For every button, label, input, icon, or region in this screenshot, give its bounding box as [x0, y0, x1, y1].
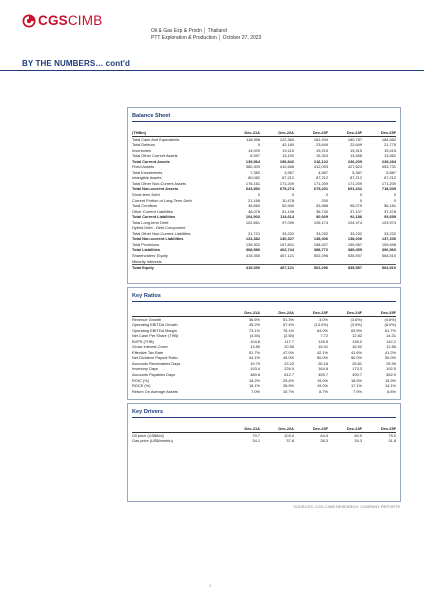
key-ratios-title: Key Ratios — [132, 293, 161, 299]
cell-value: 34.3 — [354, 438, 362, 444]
cell-value: 691,432 — [347, 186, 362, 192]
cell-value: 535,557 — [347, 253, 362, 259]
row-label: Intangible Assets — [132, 175, 162, 181]
cell-value: 13.89 — [250, 344, 260, 350]
cell-value: 103,974 — [381, 219, 396, 225]
cell-value: 21,166 — [248, 197, 260, 203]
cell-value: 139,564 — [245, 158, 260, 164]
row-label: Other Current Liabilities — [132, 208, 173, 214]
cell-value: 200 — [321, 197, 328, 203]
row-label: Minority Interests — [132, 258, 162, 264]
cell-value: 51.3% — [282, 316, 294, 322]
column-header: Dec-23F — [294, 310, 328, 316]
cell-value: 19,415 — [384, 147, 396, 153]
cell-value: 159,067 — [347, 241, 362, 247]
cell-value: 12.85 — [386, 344, 396, 350]
row-label: Total Non-current Assets — [132, 186, 179, 192]
cell-value: 80,082 — [248, 175, 260, 181]
cell-value: 171,209 — [381, 180, 396, 186]
cell-value: 36,740 — [316, 208, 328, 214]
cell-value: 138,406 — [313, 236, 328, 242]
cell-value: 93,659 — [384, 214, 396, 220]
cell-value: 34.1 — [252, 438, 260, 444]
row-label: Effective Tax Rate — [132, 349, 164, 355]
cell-value: 55,079 — [350, 203, 362, 209]
cell-value: 552.0 — [386, 372, 396, 378]
row-label: Current Portion of Long-Term Debt — [132, 197, 192, 203]
cell-value: 13,192 — [282, 153, 294, 159]
row-label: Total Provisions — [132, 241, 160, 247]
cell-value: 15.9% — [384, 377, 396, 383]
cell-value: 90,929 — [316, 214, 328, 220]
cell-value: 14,009 — [248, 147, 260, 153]
row-label: Operating EBITDA Growth — [132, 322, 178, 328]
cell-value: 171,209 — [279, 180, 294, 186]
cell-value: 104,902 — [245, 214, 260, 220]
cell-value: 19.0% — [316, 377, 328, 383]
cell-value: 0 — [359, 192, 362, 198]
cell-value: (8.0%) — [384, 322, 396, 328]
cell-value: 70.7 — [252, 432, 260, 438]
cell-value: 102,661 — [245, 219, 260, 225]
key-drivers-title: Key Drivers — [132, 409, 164, 415]
row-label: Accounts Receivables Days — [132, 360, 181, 366]
page-number: 3 — [209, 583, 212, 588]
column-header: Dec-24F — [328, 426, 362, 432]
cell-value: 643,952 — [245, 186, 260, 192]
row-label: Gas price (US$/mmbtu) — [132, 438, 173, 444]
row-label: Oil price (US$/bbl) — [132, 432, 164, 438]
cell-value: 171,209 — [347, 180, 362, 186]
cell-value: 37,478 — [384, 208, 396, 214]
cell-value: 139,302 — [245, 241, 260, 247]
cell-value: 412,668 — [279, 164, 294, 170]
cell-value: 19.0% — [316, 383, 328, 389]
cell-value: 104.6 — [250, 338, 260, 344]
cell-value: 46,076 — [248, 208, 260, 214]
cell-value: 76.1% — [282, 327, 294, 333]
cell-value: 41.2% — [384, 349, 396, 355]
cell-value: (13.4%) — [314, 322, 328, 328]
cell-value: 402,744 — [279, 247, 294, 253]
cell-value: 184,582 — [381, 136, 396, 142]
cell-value: 87,212 — [282, 175, 294, 181]
cell-value: 368,586 — [245, 247, 260, 253]
cell-value: 412,093 — [313, 164, 328, 170]
cell-value: 564,510 — [381, 253, 396, 259]
row-label: Total Current Liabilities — [132, 214, 176, 220]
cell-value: 18.9% — [350, 377, 362, 383]
row-label: Hybrid Debt - Debt Component — [132, 225, 186, 231]
cell-value: 10.7% — [282, 388, 294, 394]
cell-value: 26.18 — [318, 360, 328, 366]
cell-value: (3.6%) — [350, 316, 362, 322]
cell-value: (3.9%) — [350, 322, 362, 328]
cell-value: 114,614 — [280, 214, 294, 220]
cell-value: 427,623 — [347, 164, 362, 170]
cell-value: 14.1% — [384, 383, 396, 389]
cell-value: 157,801 — [279, 241, 294, 247]
row-label: Total Creditors — [132, 203, 158, 209]
cell-value: 36,660 — [248, 203, 260, 209]
cell-value: 176,161 — [245, 180, 260, 186]
cell-value: 502,296 — [294, 265, 328, 271]
row-label: Total Current Assets — [132, 158, 170, 164]
cell-value: 15.41 — [318, 344, 328, 350]
cell-value: 6.8% — [387, 388, 396, 394]
cell-value: 18.2% — [248, 377, 260, 383]
cell-value: 124,382 — [245, 236, 260, 242]
cell-value: 0 — [257, 142, 260, 148]
cell-value: 36.6% — [248, 316, 260, 322]
cell-value: 415,350 — [245, 253, 260, 259]
row-label: Inventories — [132, 147, 152, 153]
row-label: BVPS (THB) — [132, 338, 154, 344]
cell-value: 51.7% — [248, 349, 260, 355]
cell-value: 453,731 — [381, 164, 396, 170]
cell-value: 33,232 — [316, 230, 328, 236]
cell-value: 61.7% — [384, 327, 396, 333]
cell-value: 7.72 — [320, 333, 328, 339]
cell-value: 158,427 — [313, 241, 328, 247]
cell-value: 16.92 — [352, 344, 362, 350]
table-row — [132, 265, 396, 271]
column-header: Dec-22A — [260, 310, 294, 316]
cell-value: 7,382 — [250, 169, 260, 175]
cell-value: 0 — [359, 197, 362, 203]
table-row — [132, 389, 396, 395]
cell-value: 31.8 — [388, 438, 396, 444]
cell-value: 3,967 — [284, 169, 294, 175]
cell-value: 12.82 — [352, 333, 362, 339]
cell-value: 63.9% — [350, 327, 362, 333]
cell-value: 226.9 — [284, 366, 294, 372]
cell-value: 13,458 — [350, 153, 362, 159]
cell-value: 126.5 — [318, 338, 328, 344]
cell-value: 236,209 — [347, 158, 362, 164]
cell-value: 50.0% — [384, 355, 396, 361]
cell-value: 502,296 — [313, 253, 328, 259]
cell-value: 92,186 — [350, 214, 362, 220]
panel-title-divider — [132, 121, 396, 122]
balance-sheet-panel — [127, 107, 401, 284]
cell-value: 42.1% — [316, 349, 328, 355]
cell-value: 50.0% — [316, 355, 328, 361]
column-header: Dec-21A — [226, 310, 260, 316]
cell-value: 388,772 — [313, 247, 328, 253]
cell-value: 142.2 — [386, 338, 396, 344]
row-label: Shareholders' Equity — [132, 253, 168, 259]
column-header: Dec-21A — [226, 426, 260, 432]
cell-value: 239,284 — [381, 158, 396, 164]
row-label: Return On Average Assets — [132, 388, 178, 394]
cell-value: 29.4% — [282, 377, 294, 383]
row-label: Total Debtors — [132, 142, 155, 148]
cell-value: 37.8 — [286, 438, 294, 444]
cell-value: 19,315 — [350, 147, 362, 153]
cell-value: 73.1% — [248, 327, 260, 333]
cell-value: 192.5 — [386, 366, 396, 372]
column-header: Dec-25F — [362, 426, 396, 432]
row-label: Total Cash And Equivalents — [132, 136, 180, 142]
row-label: Revenue Growth — [132, 316, 162, 322]
cell-value: 87,212 — [350, 175, 362, 181]
cell-value: 5,887 — [386, 169, 396, 175]
source-note: SOURCES: CGS-CIMB RESEARCH, COMPANY REPORTS — [293, 505, 400, 509]
panel-title-divider — [132, 417, 396, 418]
row-label: Net Cash Per Share (THB) — [132, 333, 179, 339]
cell-value: 193.4 — [250, 366, 260, 372]
cell-value: 0 — [393, 197, 396, 203]
cell-value: 25.90 — [386, 360, 396, 366]
cell-value: 535,557 — [328, 265, 362, 271]
cell-value: 45.0% — [282, 355, 294, 361]
cell-value: 173.3 — [352, 366, 362, 372]
cell-value: (4.55) — [249, 333, 260, 339]
cell-value: 180,787 — [347, 136, 362, 142]
cell-value: 380,309 — [245, 164, 260, 170]
cell-value: 164.8 — [318, 366, 328, 372]
cell-value: 80.0 — [354, 432, 362, 438]
cell-value: 64.0% — [316, 327, 328, 333]
column-header: Dec-24F — [328, 130, 362, 136]
cell-value: 137,206 — [381, 236, 396, 242]
cell-value: 17.1% — [350, 383, 362, 389]
row-label: Gross Interest Cover — [132, 344, 168, 350]
cell-value: 50.0% — [350, 355, 362, 361]
cell-value: 21,775 — [384, 142, 396, 148]
cell-value: 6,597 — [250, 153, 260, 159]
row-label: Operating EBITDA Margin — [132, 327, 177, 333]
cell-value: 20.56 — [284, 344, 294, 350]
cell-value: 47.0% — [282, 349, 294, 355]
cell-value: 718,039 — [381, 186, 396, 192]
cell-value: 23,649 — [316, 142, 328, 148]
cell-value: 467,121 — [279, 253, 294, 259]
cell-value: 122,360 — [279, 136, 294, 142]
cell-value: 25.81 — [352, 360, 362, 366]
cell-value: 196,842 — [279, 158, 294, 164]
key-ratios-panel — [127, 287, 401, 400]
row-label: Net Dividend Payout Ratio — [132, 355, 178, 361]
cell-value: 19,215 — [316, 147, 328, 153]
cell-value: 23.22 — [284, 360, 294, 366]
report-company-line: PTT Exploration & Production │ October 27, 2023 — [151, 35, 262, 41]
cell-value: 38.3 — [320, 438, 328, 444]
cell-value: 87,212 — [384, 175, 396, 181]
cell-value: 16.1% — [248, 383, 260, 389]
unit-label: (THBm) — [132, 130, 226, 136]
cell-value: 415,350 — [226, 265, 260, 271]
key-ratios-table — [132, 310, 396, 394]
row-label: Inventory Days — [132, 366, 158, 372]
column-header: Dec-23F — [294, 130, 328, 136]
cell-value: 480.8 — [250, 372, 260, 378]
cell-value: 104,974 — [347, 219, 362, 225]
column-header: Dec-24F — [328, 310, 362, 316]
cell-value: 390,560 — [381, 247, 396, 253]
row-label: Total Non-current Liabilities — [132, 236, 184, 242]
row-label: Total Other Non-Current Assets — [132, 180, 187, 186]
cell-value: 0 — [291, 192, 294, 198]
cell-value: 117.7 — [284, 338, 294, 344]
cell-value: 41.6% — [350, 349, 362, 355]
cell-value: 15,324 — [316, 153, 328, 159]
section-divider — [0, 70, 424, 71]
cell-value: 130,327 — [279, 236, 294, 242]
cell-value: 45.2% — [248, 322, 260, 328]
row-label: Total Liabilities — [132, 247, 161, 253]
cell-value: 138,206 — [347, 236, 362, 242]
section-title: BY THE NUMBERS… cont'd — [22, 59, 130, 68]
cell-value: 75.0 — [388, 432, 396, 438]
cell-value: 21,721 — [248, 230, 260, 236]
cell-value: 467,121 — [260, 265, 294, 271]
cell-value: 87,212 — [316, 175, 328, 181]
row-label: Total Other Current Assets — [132, 153, 178, 159]
cell-value: 51,196 — [282, 208, 294, 214]
cell-value: 26.9% — [282, 383, 294, 389]
balance-sheet-table — [132, 130, 396, 271]
column-header: Dec-23F — [294, 426, 328, 432]
panel-title-divider — [132, 301, 396, 302]
cell-value: (4.6%) — [384, 316, 396, 322]
balance-sheet-title: Balance Sheet — [132, 113, 171, 119]
cell-value: 13,562 — [384, 153, 396, 159]
logo-wordmark: CGSCIMB — [38, 13, 103, 28]
row-label: Total Investments — [132, 169, 163, 175]
column-header: Dec-21A — [226, 130, 260, 136]
cell-value: 4,687 — [318, 169, 328, 175]
logo-swirl-icon — [22, 14, 36, 28]
row-label: Accounts Payables Days — [132, 372, 176, 378]
cell-value: 7.9% — [353, 388, 362, 394]
cell-value: 181,934 — [313, 136, 328, 142]
cell-value: 216,122 — [313, 158, 328, 164]
cell-value: 84.4 — [320, 432, 328, 438]
cell-value: 0 — [325, 192, 328, 198]
cell-value: 105,174 — [313, 219, 328, 225]
row-label: Total Long-term Debt — [132, 219, 169, 225]
cgs-cimb-logo — [22, 14, 102, 28]
key-drivers-table — [132, 426, 396, 444]
cell-value: 53,988 — [316, 203, 328, 209]
column-header: Dec-22A — [260, 130, 294, 136]
cell-value: 42,160 — [282, 142, 294, 148]
cell-value: 8.7% — [319, 388, 328, 394]
cell-value: 44.1% — [248, 355, 260, 361]
cell-value: 22,649 — [350, 142, 362, 148]
row-label: Total Equity — [132, 265, 226, 271]
row-label: ROCE (%) — [132, 383, 151, 389]
cell-value: 612.7 — [284, 372, 294, 378]
cell-value: 389,459 — [347, 247, 362, 253]
cell-value: 0 — [393, 192, 396, 198]
cell-value: 52,940 — [282, 203, 294, 209]
key-drivers-panel — [127, 403, 401, 502]
cell-value: 3.0% — [319, 316, 328, 322]
cell-value: 33,232 — [350, 230, 362, 236]
cell-value: 37,107 — [350, 208, 362, 214]
cell-value: 118,958 — [246, 136, 260, 142]
row-label: Total Other Non-Current Liabilities — [132, 230, 191, 236]
cell-value: 33,232 — [282, 230, 294, 236]
cell-value: 19.70 — [250, 360, 260, 366]
cell-value: 459.7 — [318, 372, 328, 378]
cell-value: 135.0 — [352, 338, 362, 344]
cell-value: 33,232 — [384, 230, 396, 236]
cell-value: 56,181 — [384, 203, 396, 209]
cell-value: 14.31 — [386, 333, 396, 339]
cell-value: 159,698 — [381, 241, 396, 247]
cell-value: (2.55) — [283, 333, 294, 339]
cell-value: 97,095 — [282, 219, 294, 225]
cell-value: 564,510 — [362, 265, 396, 271]
cell-value: 10,478 — [282, 197, 294, 203]
row-label: Short-term Debt — [132, 192, 160, 198]
report-sector-line: Oil & Gas Exp & Prodn │ Thailand — [151, 28, 227, 34]
column-header: Dec-25F — [362, 310, 396, 316]
cell-value: 7.0% — [251, 388, 260, 394]
cell-value: 0 — [257, 192, 260, 198]
cell-value: 675,201 — [313, 186, 328, 192]
cell-value: 490.7 — [352, 372, 362, 378]
row-label: Fixed Assets — [132, 164, 155, 170]
cell-value: 19,115 — [282, 147, 294, 153]
cell-value: 171,209 — [313, 180, 328, 186]
column-header: Dec-25F — [362, 130, 396, 136]
row-label: ROIC (%) — [132, 377, 149, 383]
column-header: Dec-22A — [260, 426, 294, 432]
cell-value: 675,274 — [279, 186, 294, 192]
cell-value: 5,387 — [352, 169, 362, 175]
cell-value: 103.0 — [284, 432, 294, 438]
cell-value: 57.4% — [282, 322, 294, 328]
table-row — [132, 438, 396, 444]
